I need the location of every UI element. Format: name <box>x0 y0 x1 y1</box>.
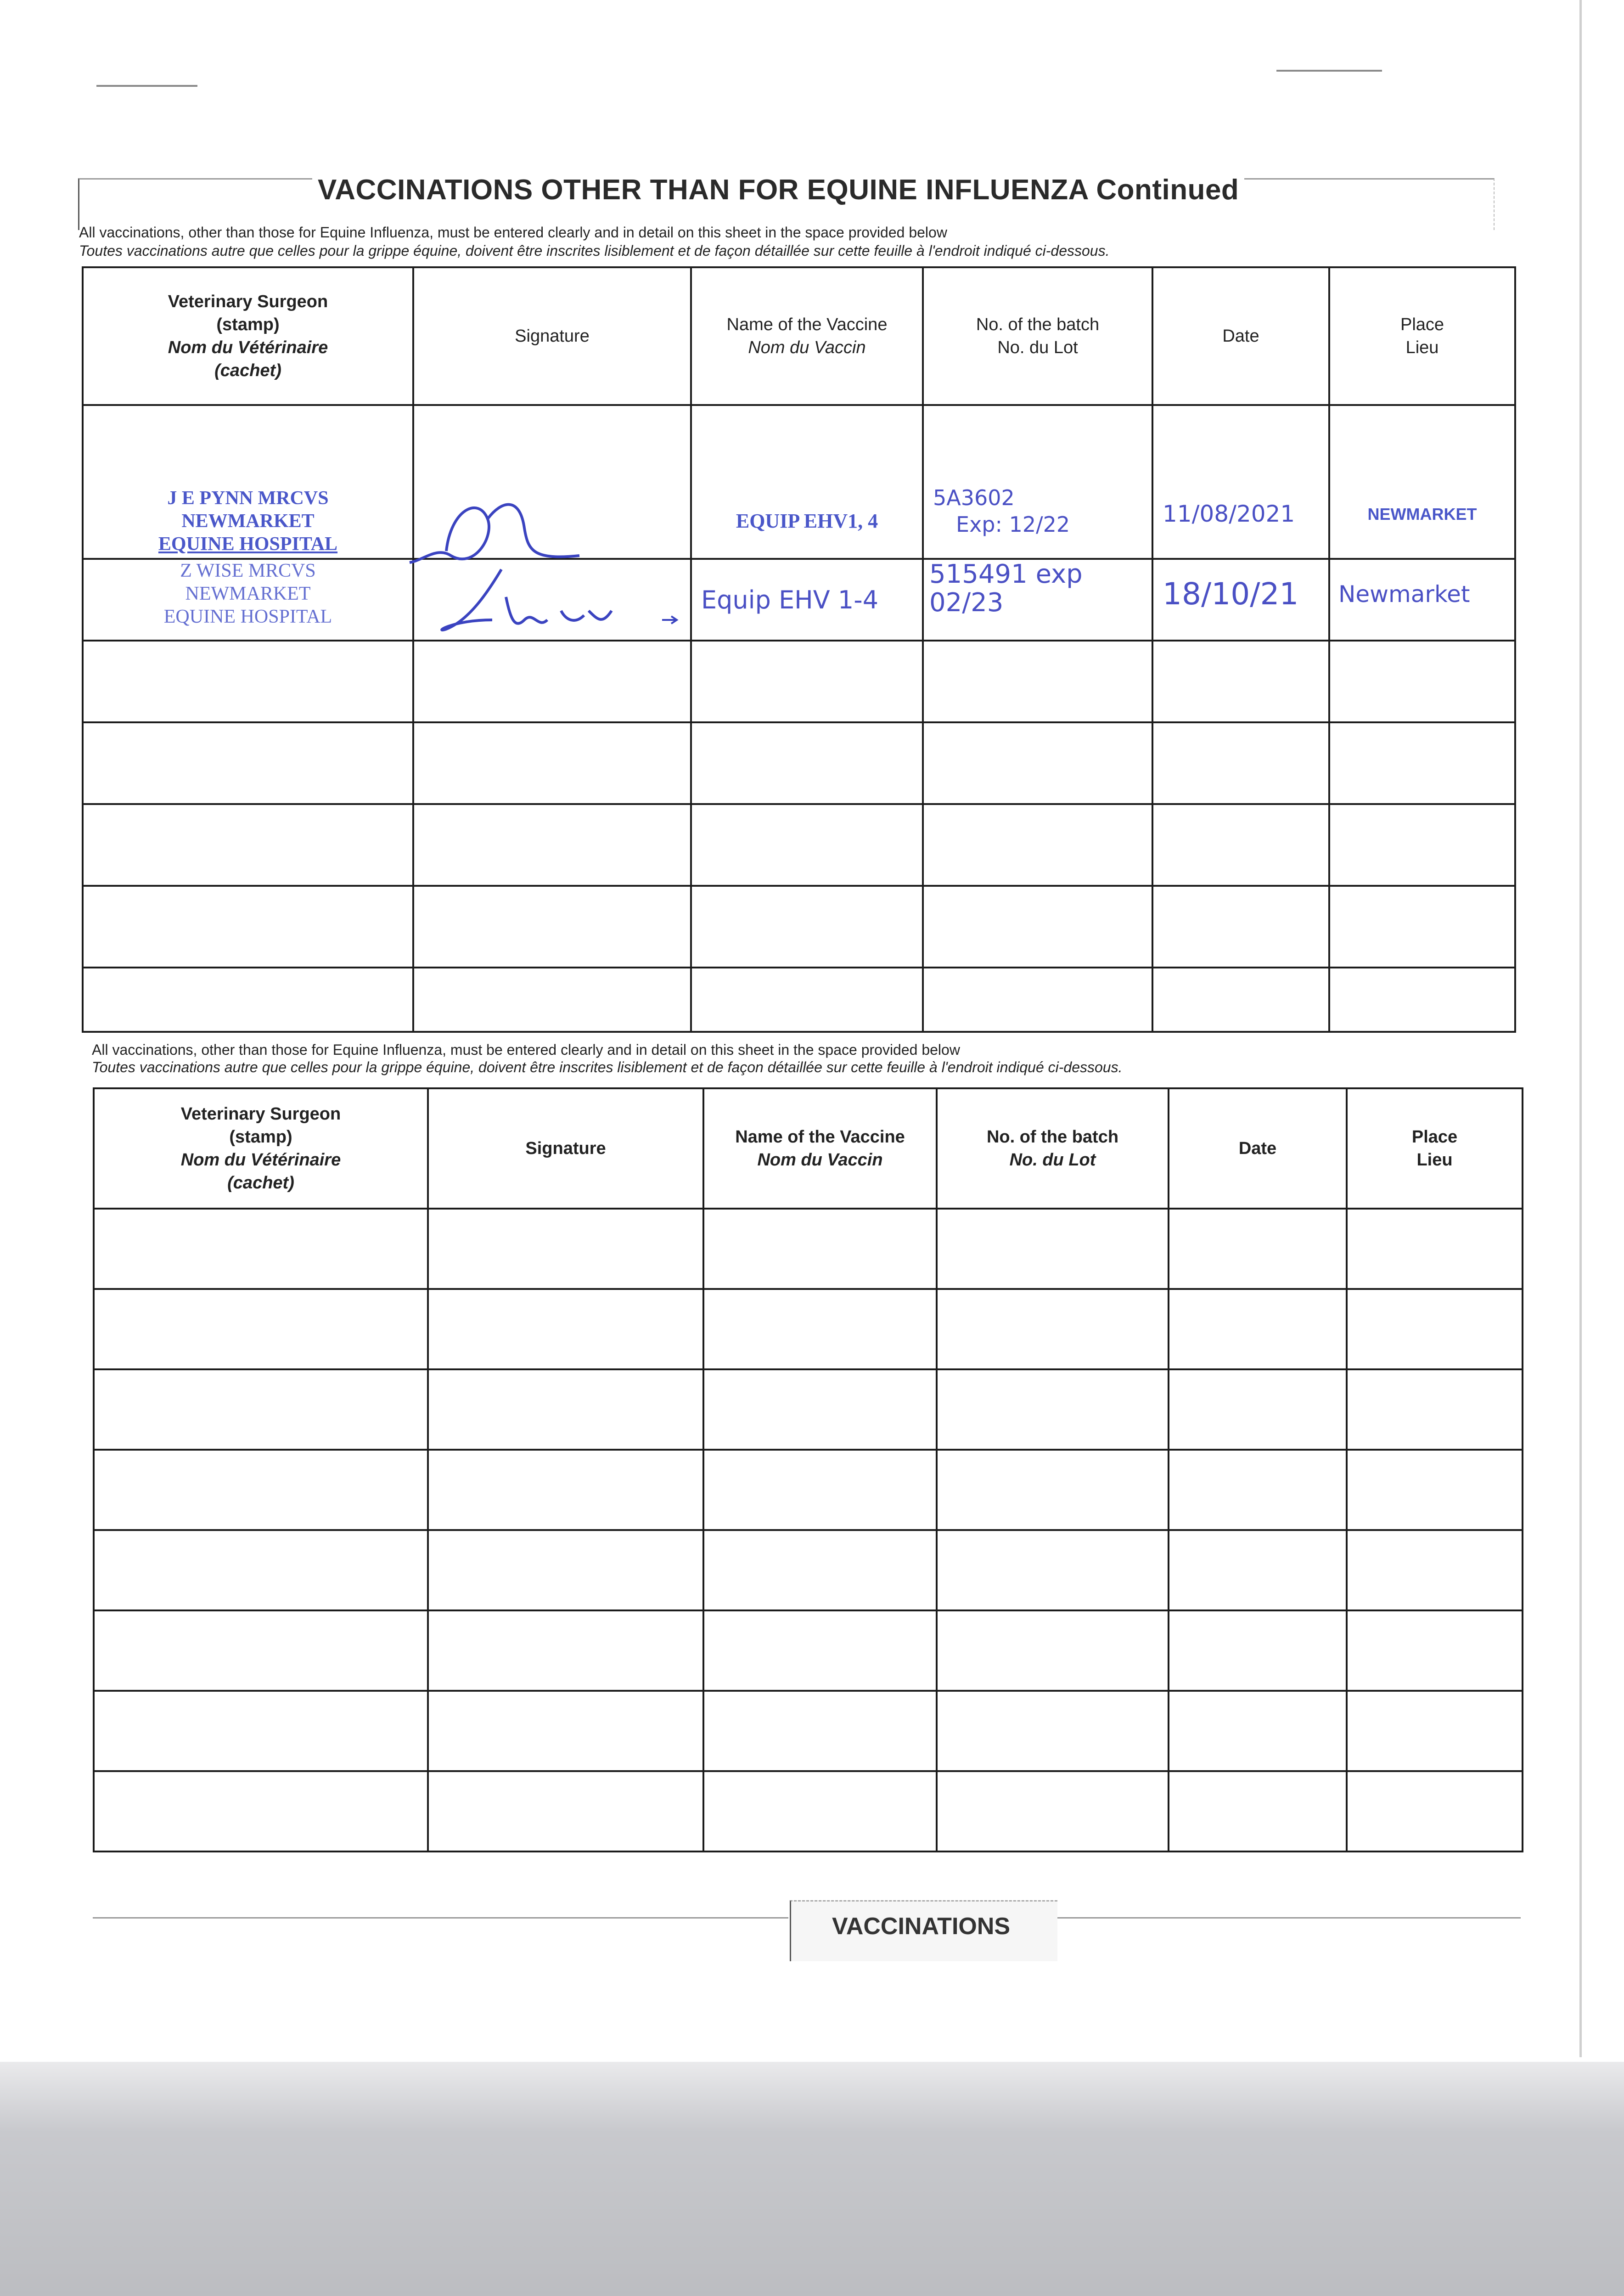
col-header-vet: Veterinary Surgeon (stamp) Nom du Vétérinaire (cachet) <box>94 1088 428 1209</box>
vaccine-name: EQUIP EHV1, 4 <box>736 509 878 532</box>
footer-tab-label: VACCINATIONS <box>832 1913 1011 1940</box>
vaccination-date: 18/10/21 <box>1163 576 1299 612</box>
table-row <box>94 1610 1523 1691</box>
col-header-date: Date <box>1169 1088 1347 1209</box>
table-row <box>94 1530 1523 1610</box>
vaccination-table-lower <box>93 1087 1523 1852</box>
col-header-vaccine: Name of the Vaccine Nom du Vaccin <box>703 1088 937 1209</box>
footer-rule-left <box>93 1917 788 1919</box>
vet-stamp-cell <box>83 405 413 627</box>
batch-number: 515491 exp 02/23 <box>929 559 1083 618</box>
instruction-fr-2: Toutes vaccinations autre que celles pour la grippe équine, doivent être inscrites lisiblement et de façon détaillée sur cette feuille à l'endroit indiqué ci-dessous. <box>92 1059 1123 1075</box>
scan-mark <box>96 85 197 87</box>
table-row <box>83 722 1515 804</box>
table-row <box>94 1289 1523 1369</box>
date-cell <box>1152 405 1329 612</box>
col-header-date: Date <box>1152 267 1329 405</box>
page-edge <box>1579 0 1582 2057</box>
batch-cell <box>923 405 1152 618</box>
instruction-fr: Toutes vaccinations autre que celles pour la grippe équine, doivent être inscrites lisiblement et de façon détaillée sur cette feuille à l'endroit indiqué ci-dessous. <box>79 242 1110 259</box>
vaccine-name: Equip EHV 1-4 <box>701 585 879 614</box>
batch-number: 5A3602 Exp: 12/22 <box>933 485 1070 537</box>
col-header-batch: No. of the batch No. du Lot <box>937 1088 1169 1209</box>
table-row <box>83 968 1515 1032</box>
table-row <box>94 1450 1523 1530</box>
instruction-en: All vaccinations, other than those for Equine Influenza, must be entered clearly and in detail on this sheet in the space provided below <box>79 224 947 241</box>
place-handwritten: Newmarket <box>1338 580 1470 608</box>
vet-stamp: J E PYNN MRCVS NEWMARKET EQUINE HOSPITAL <box>158 487 338 555</box>
table-row-filled <box>83 405 1515 559</box>
vaccine-cell <box>691 405 923 614</box>
signature-cell <box>413 405 691 559</box>
col-header-signature: Signature <box>413 267 691 405</box>
table-row <box>83 886 1515 968</box>
table-row <box>94 1209 1523 1289</box>
table-row <box>94 1771 1523 1851</box>
instruction-en-2: All vaccinations, other than those for Equine Influenza, must be entered clearly and in detail on this sheet in the space provided below <box>92 1041 960 1058</box>
table-header-row <box>83 267 1515 405</box>
vet-stamp: Z WISE MRCVS NEWMARKET EQUINE HOSPITAL <box>163 560 332 627</box>
signature-mark <box>396 482 680 636</box>
table-row <box>94 1691 1523 1771</box>
scan-mark <box>1276 70 1382 72</box>
col-header-place: Place Lieu <box>1329 267 1515 405</box>
vaccination-table-upper <box>82 266 1516 1033</box>
place-stamp: NEWMARKET <box>1367 504 1477 523</box>
table-row <box>83 804 1515 886</box>
footer-rule-right <box>1056 1917 1521 1919</box>
table-row <box>94 1369 1523 1450</box>
table-row <box>83 641 1515 722</box>
col-header-batch: No. of the batch No. du Lot <box>923 267 1152 405</box>
col-header-signature: Signature <box>428 1088 703 1209</box>
col-header-vet: Veterinary Surgeon (stamp) Nom du Vétérinaire (cachet) <box>83 267 413 405</box>
col-header-place: Place Lieu <box>1347 1088 1523 1209</box>
vaccination-date: 11/08/2021 <box>1163 500 1295 527</box>
place-cell <box>1329 405 1515 608</box>
page-title: VACCINATIONS OTHER THAN FOR EQUINE INFLUENZA Continued <box>312 174 1244 206</box>
col-header-vaccine: Name of the Vaccine Nom du Vaccin <box>691 267 923 405</box>
table-header-row <box>94 1088 1523 1209</box>
scan-shadow <box>0 2062 1624 2296</box>
